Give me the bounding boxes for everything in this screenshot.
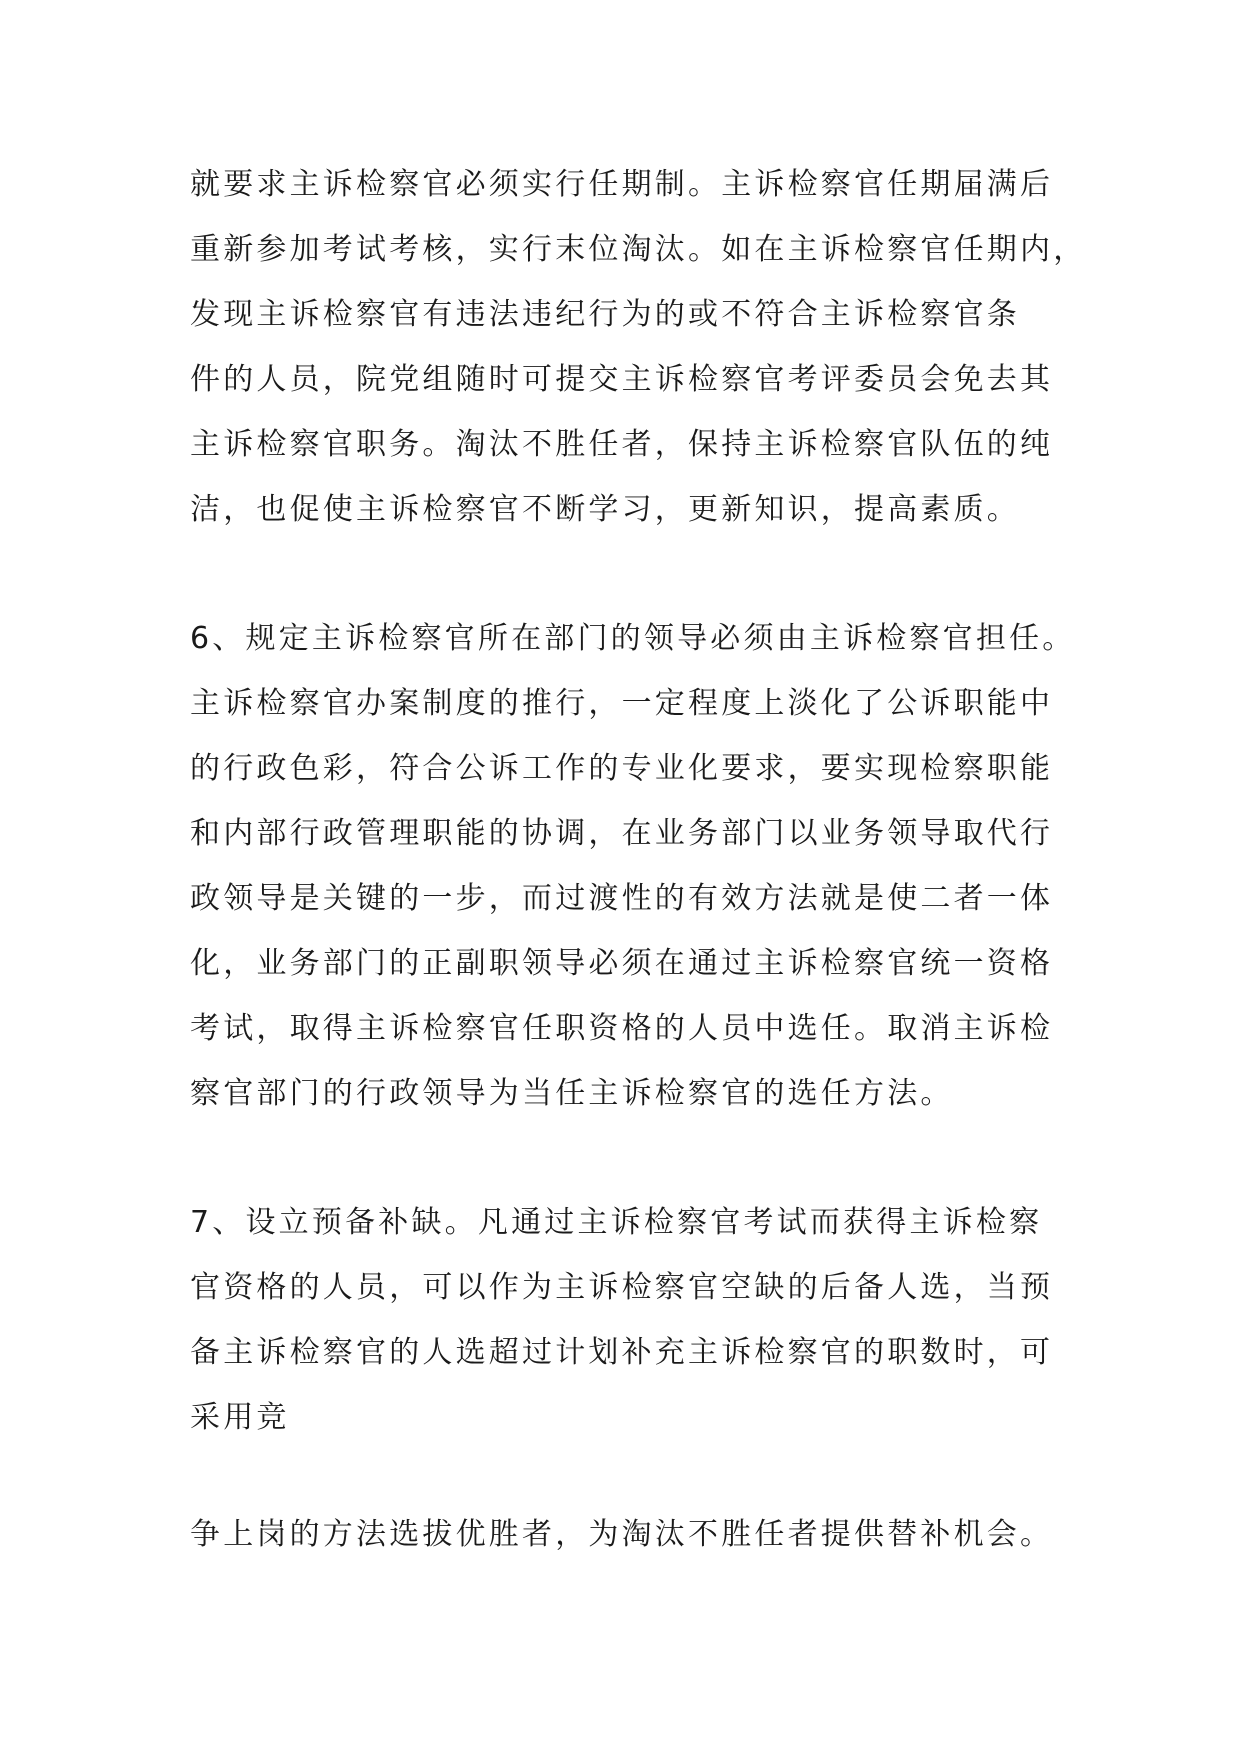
- text-line: 考试，取得主诉检察官任职资格的人员中选任。取消主诉检: [190, 1011, 1054, 1046]
- text-line: 6、规定主诉检察官所在部门的领导必须由主诉检察官担任。: [190, 621, 1076, 656]
- text-line: 官资格的人员，可以作为主诉检察官空缺的后备人选，当预: [190, 1270, 1054, 1305]
- text-line: 和内部行政管理职能的协调，在业务部门以业务领导取代行: [190, 816, 1054, 851]
- text-line: 采用竞: [190, 1400, 290, 1435]
- paragraph-item-7: [190, 1190, 1070, 1450]
- text-line: 政领导是关键的一步，而过渡性的有效方法就是使二者一体: [190, 881, 1054, 916]
- text-line: 化，业务部门的正副职领导必须在通过主诉检察官统一资格: [190, 946, 1054, 981]
- text-line: 主诉检察官办案制度的推行，一定程度上淡化了公诉职能中: [190, 686, 1054, 721]
- text-line: 重新参加考试考核，实行末位淘汰。如在主诉检察官任期内，: [190, 232, 1087, 267]
- paragraph-continuation: [190, 1502, 1070, 1567]
- text-line: 争上岗的方法选拔优胜者，为淘汰不胜任者提供替补机会。: [190, 1517, 1054, 1552]
- paragraph-item-6: [190, 606, 1076, 1126]
- text-line: 的行政色彩，符合公诉工作的专业化要求，要实现检察职能: [190, 751, 1054, 786]
- paragraph-term-system: [190, 152, 1087, 542]
- text-line: 发现主诉检察官有违法违纪行为的或不符合主诉检察官条: [190, 297, 1020, 332]
- text-line: 7、设立预备补缺。凡通过主诉检察官考试而获得主诉检察: [190, 1205, 1043, 1240]
- text-line: 备主诉检察官的人选超过计划补充主诉检察官的职数时，可: [190, 1335, 1054, 1370]
- text-line: 察官部门的行政领导为当任主诉检察官的选任方法。: [190, 1076, 954, 1111]
- text-line: 主诉检察官职务。淘汰不胜任者，保持主诉检察官队伍的纯: [190, 427, 1054, 462]
- text-line: 件的人员，院党组随时可提交主诉检察官考评委员会免去其: [190, 362, 1054, 397]
- text-line: 洁，也促使主诉检察官不断学习，更新知识，提高素质。: [190, 492, 1020, 527]
- text-line: 就要求主诉检察官必须实行任期制。主诉检察官任期届满后: [190, 167, 1054, 202]
